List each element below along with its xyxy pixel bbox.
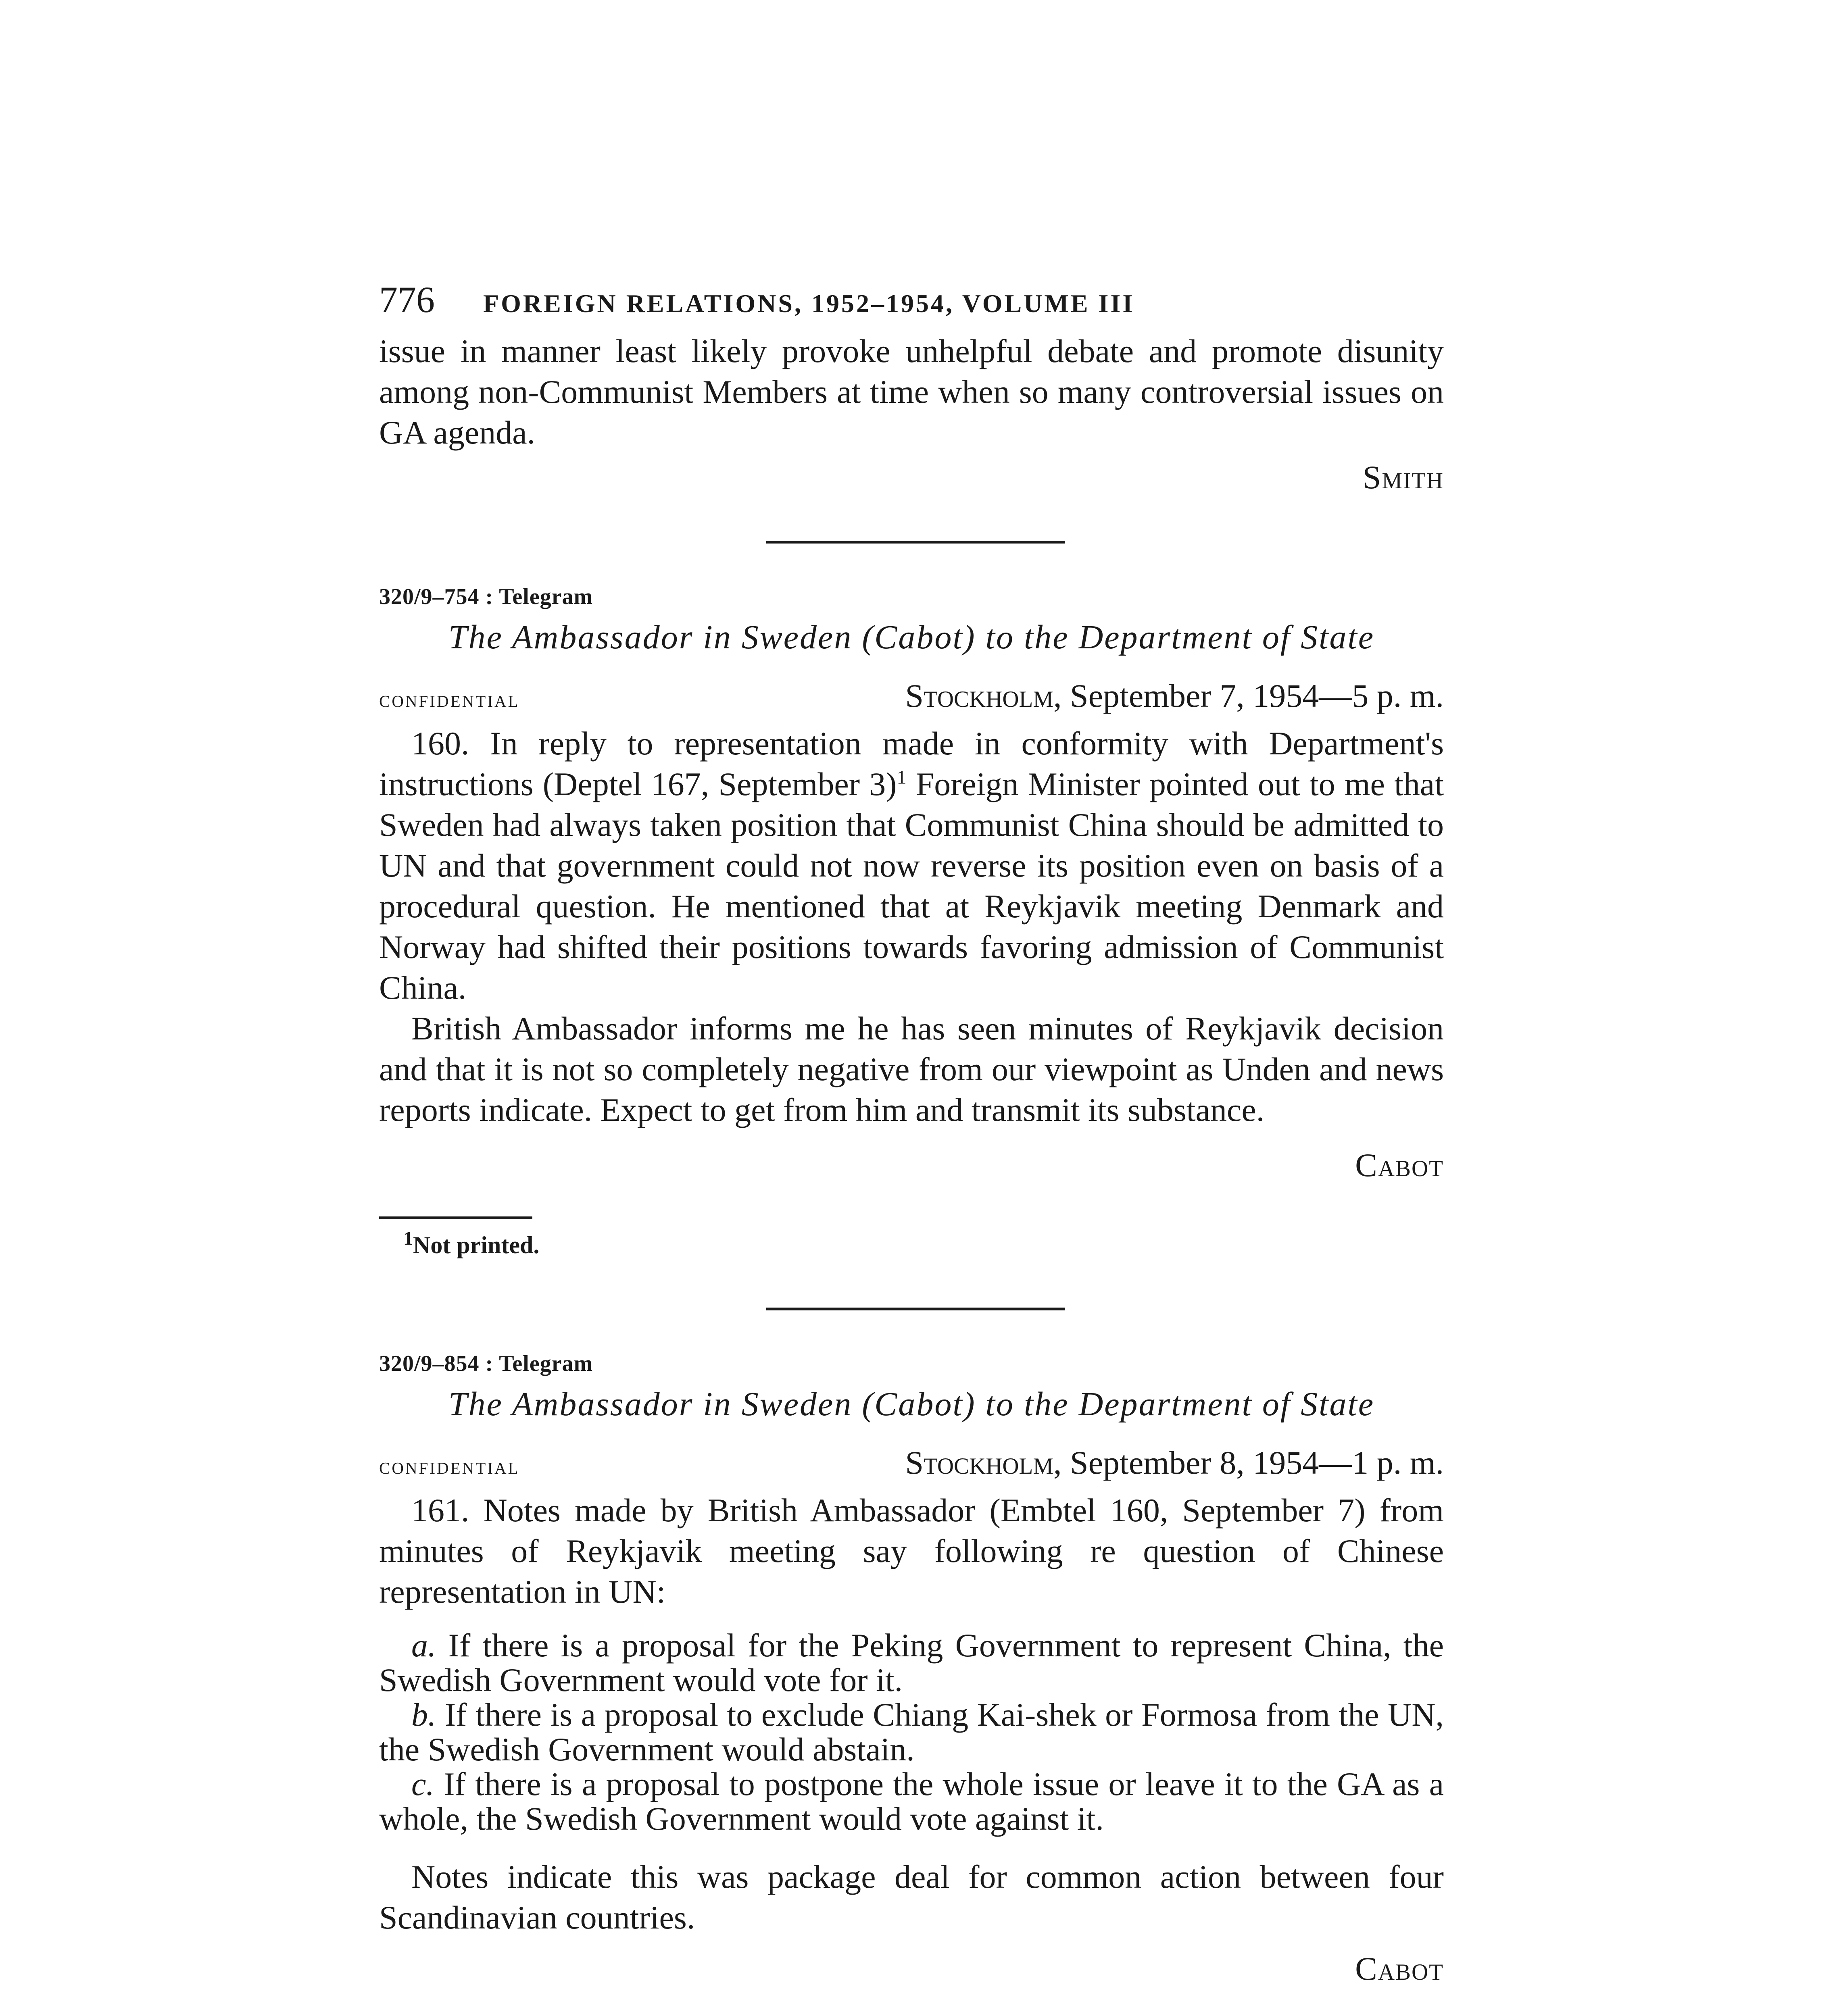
paragraph-1: 161. Notes made by British Ambassador (Embtel 160, September 7) from minutes of Reykjavik meeting say following re question of Chinese representation in UN: [379,1492,1444,1610]
list-text: If there is a proposal to exclude Chiang Kai-shek or Formosa from the UN, the Swedish Government would abstain. [379,1696,1444,1768]
dateline [379,1444,1444,1482]
paragraph-2: British Ambassador informs me he has seen minutes of Reykjavik decision and that it is not so completely negative from our viewpoint as Unden and news reports indicate. Expect to get from him and transmit its substance. [379,1010,1444,1128]
list-item [379,1697,1444,1767]
running-title: FOREIGN RELATIONS, 1952–1954, VOLUME III [483,289,1135,318]
footnote-ref: 1 [897,766,907,788]
list-label: b. [411,1696,436,1733]
footnote-mark: 1 [403,1228,413,1249]
place-date [905,1444,1444,1482]
list-item [379,1628,1444,1697]
signature-cabot: Cabot [1355,1147,1444,1183]
paragraph-2: Notes indicate this was package deal for common action between four Scandinavian countries. [379,1858,1444,1936]
footnote [403,1228,1444,1259]
continuation-paragraph: issue in manner least likely provoke unhelpful debate and promote disunity among non-Communist Members at time when so many controversial issues on GA agenda. [379,333,1444,451]
dateline [379,677,1444,715]
date: , September 7, 1954—5 p. m. [1053,677,1444,714]
running-head [379,278,1444,327]
list-text: If there is a proposal for the Peking Government to represent China, the Swedish Government would vote for it. [379,1627,1444,1698]
classification: confidential [379,686,520,712]
file-reference: 320/9–754 : Telegram [379,584,593,609]
place-date [905,677,1444,715]
place: Stockholm [905,1444,1054,1481]
signature-cabot: Cabot [1355,1950,1444,1987]
date: , September 8, 1954—1 p. m. [1053,1444,1444,1481]
paragraph-1-text: 160. In reply to representation made in conformity with Department's instructions (Deptel 167, September 3) [379,725,1444,802]
place: Stockholm [905,677,1054,714]
proposal-list [379,1628,1444,1836]
list-label: a. [411,1627,436,1664]
document-heading: The Ambassador in Sweden (Cabot) to the Department of State [448,1385,1375,1423]
file-reference: 320/9–854 : Telegram [379,1351,593,1376]
classification: confidential [379,1453,520,1479]
document-heading: The Ambassador in Sweden (Cabot) to the Department of State [448,619,1375,656]
paragraph-1-text-cont: Foreign Minister pointed out to me that Sweden had always taken position that Communist China should be admitted to UN and that government could not now reverse its position even on basis of a procedural question. He mentioned that at Reykjavik meeting Denmark and Norway had shifted their positions towards favoring admission of Communist China. [379,766,1444,1006]
list-item [379,1767,1444,1836]
footnote-rule [379,1216,532,1219]
telegram-754 [379,584,1444,1259]
paragraph-1 [379,723,1444,1008]
section-divider-2 [766,1308,1065,1310]
list-label: c. [411,1766,434,1802]
signature-smith: Smith [1362,459,1444,496]
section-divider [766,541,1065,544]
footnote-text: Not printed. [413,1232,540,1258]
document-page [379,278,1444,1988]
page-number: 776 [379,279,435,320]
list-text: If there is a proposal to postpone the whole issue or leave it to the GA as a whole, the Swedish Government would vote against it. [379,1766,1444,1837]
telegram-854 [379,1351,1444,1988]
